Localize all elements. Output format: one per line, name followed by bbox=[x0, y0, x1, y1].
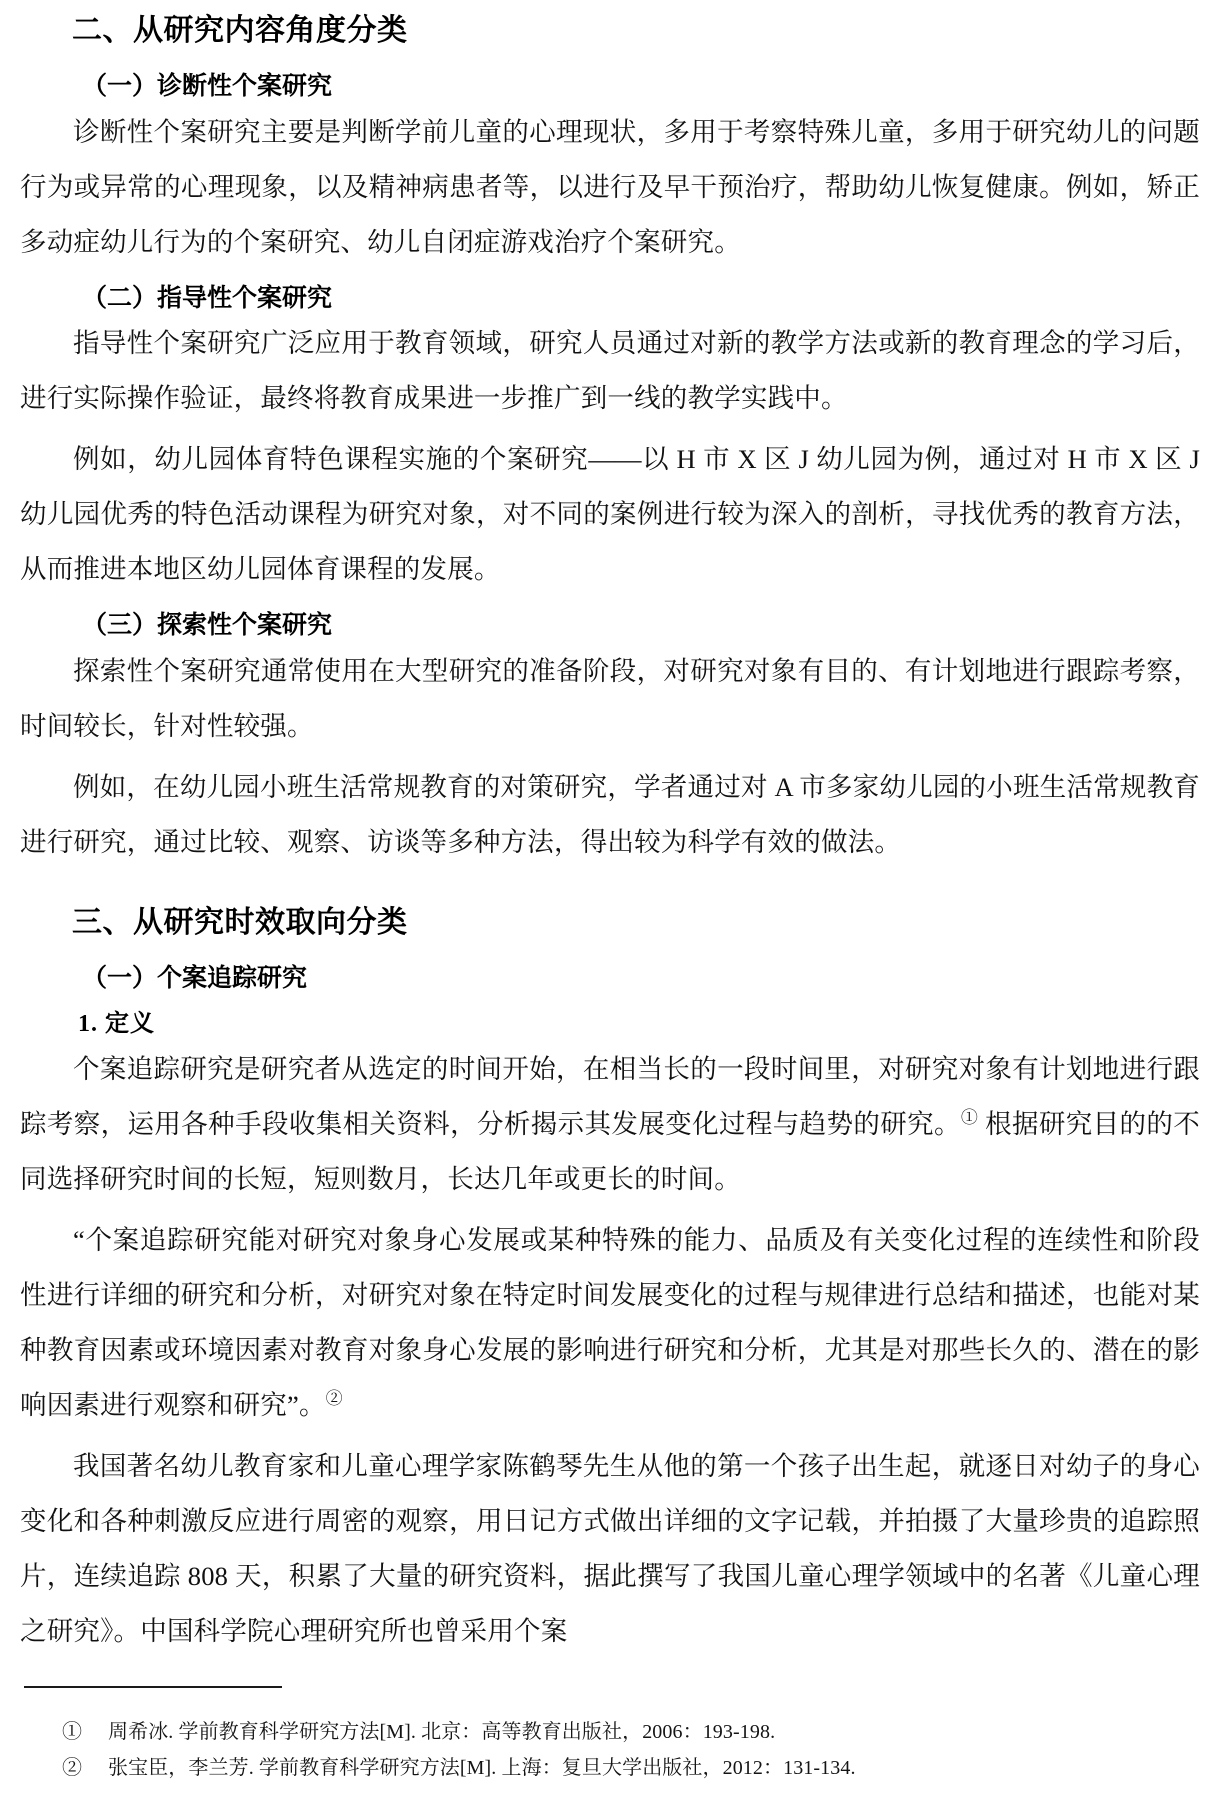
subsection-heading-3-1: （一）个案追踪研究 bbox=[82, 963, 308, 993]
paragraph-3-1-1 bbox=[20, 1040, 1200, 1207]
subsection-heading-2-1: （一）诊断性个案研究 bbox=[82, 71, 333, 101]
subsection-subheading-3-1-definition: 1. 定义 bbox=[78, 1010, 155, 1037]
paragraph-3-1-2 bbox=[20, 1207, 1200, 1433]
paragraph-2-3-2: 例如，在幼儿园小班生活常规教育的对策研究，学者通过对 A 市多家幼儿园的小班生活常规教育进行研究，通过比较、观察、访谈等多种方法，得出较为科学有效的做法。 bbox=[20, 771, 1200, 857]
section-heading-3: 三、从研究时效取向分类 bbox=[72, 904, 408, 940]
subsection-heading-2-2: （二）指导性个案研究 bbox=[82, 282, 333, 312]
footnote-text-1: 周希冰. 学前教育科学研究方法[M]. 北京：高等教育出版社，2006：193-198. bbox=[108, 1721, 776, 1743]
footnote-item-1 bbox=[20, 1714, 1200, 1750]
paragraph-2-2-1: 指导性个案研究广泛应用于教育领域，研究人员通过对新的教学方法或新的教育理念的学习后，进行实际操作验证，最终将教育成果进一步推广到一线的教学实践中。 bbox=[20, 328, 1200, 414]
paragraph-3-1-2-text-before: “个案追踪研究能对研究对象身心发展或某种特殊的能力、品质及有关变化过程的连续性和阶段性进行详细的研究和分析，对研究对象在特定时间发展变化的过程与规律进行总结和描述，也能对某种教育因素或环境因素对教育对象身心发展的影响进行研究和分析，尤其是对那些长久的、潜在的影响因素进行观察和研究”。 bbox=[20, 1224, 1200, 1420]
page-content bbox=[20, 0, 1200, 1659]
paragraph-2-2-2: 例如，幼儿园体育特色课程实施的个案研究——以 H 市 X 区 J 幼儿园为例，通过对 H 市 X 区 J 幼儿园优秀的特色活动课程为研究对象，对不同的案例进行较为深入的剖析，寻找优秀的教育方法，从而推进本地区幼儿园体育课程的发展。 bbox=[20, 444, 1200, 585]
paragraph-3-1-3-text: 我国著名幼儿教育家和儿童心理学家陈鹤琴先生从他的第一个孩子出生起，就逐日对幼子的身心变化和各种刺激反应进行周密的观察，用日记方式做出详细的文字记载，并拍摄了大量珍贵的追踪照片，连续追踪 808 天，积累了大量的研究资料，据此撰写了我国儿童心理学领域中的名著《儿童心理之研究》。中国科学院心理研究所也曾采用个案 bbox=[20, 1450, 1200, 1646]
footnote-marker-1: ① bbox=[62, 1721, 83, 1743]
paragraph-2-1-1: 诊断性个案研究主要是判断学前儿童的心理现状，多用于考察特殊儿童，多用于研究幼儿的问题行为或异常的心理现象，以及精神病患者等，以进行及早干预治疗，帮助幼儿恢复健康。例如，矫正多动症幼儿行为的个案研究、幼儿自闭症游戏治疗个案研究。 bbox=[20, 116, 1200, 257]
footnote-marker-2: ② bbox=[62, 1757, 83, 1779]
paragraph-2-3-1: 探索性个案研究通常使用在大型研究的准备阶段，对研究对象有目的、有计划地进行跟踪考察，时间较长，针对性较强。 bbox=[20, 655, 1200, 741]
footnote-zone bbox=[20, 1686, 1200, 1786]
footnote-separator-rule bbox=[24, 1686, 282, 1688]
section-heading-2: 二、从研究内容角度分类 bbox=[72, 13, 408, 48]
footnote-ref-2[interactable]: ② bbox=[325, 1389, 343, 1409]
footnote-item-2 bbox=[20, 1750, 1200, 1786]
paragraph-3-1-1-text-before: 个案追踪研究是研究者从选定的时间开始，在相当长的一段时间里，对研究对象有计划地进行跟踪考察，运用各种手段收集相关资料，分析揭示其发展变化过程与趋势的研究。 bbox=[20, 1053, 1200, 1139]
footnote-text-2: 张宝臣，李兰芳. 学前教育科学研究方法[M]. 上海：复旦大学出版社，2012：131-134. bbox=[108, 1757, 856, 1779]
footnote-ref-1[interactable]: ① bbox=[960, 1108, 979, 1128]
subsection-heading-2-3: （三）探索性个案研究 bbox=[82, 610, 333, 640]
paragraph-3-1-1-text-after: 根据研究目的的不同选择研究时间的长短，短则数月，长达几年或更长的时间。 bbox=[20, 1108, 1201, 1194]
paragraph-3-1-3 bbox=[20, 1433, 1200, 1659]
